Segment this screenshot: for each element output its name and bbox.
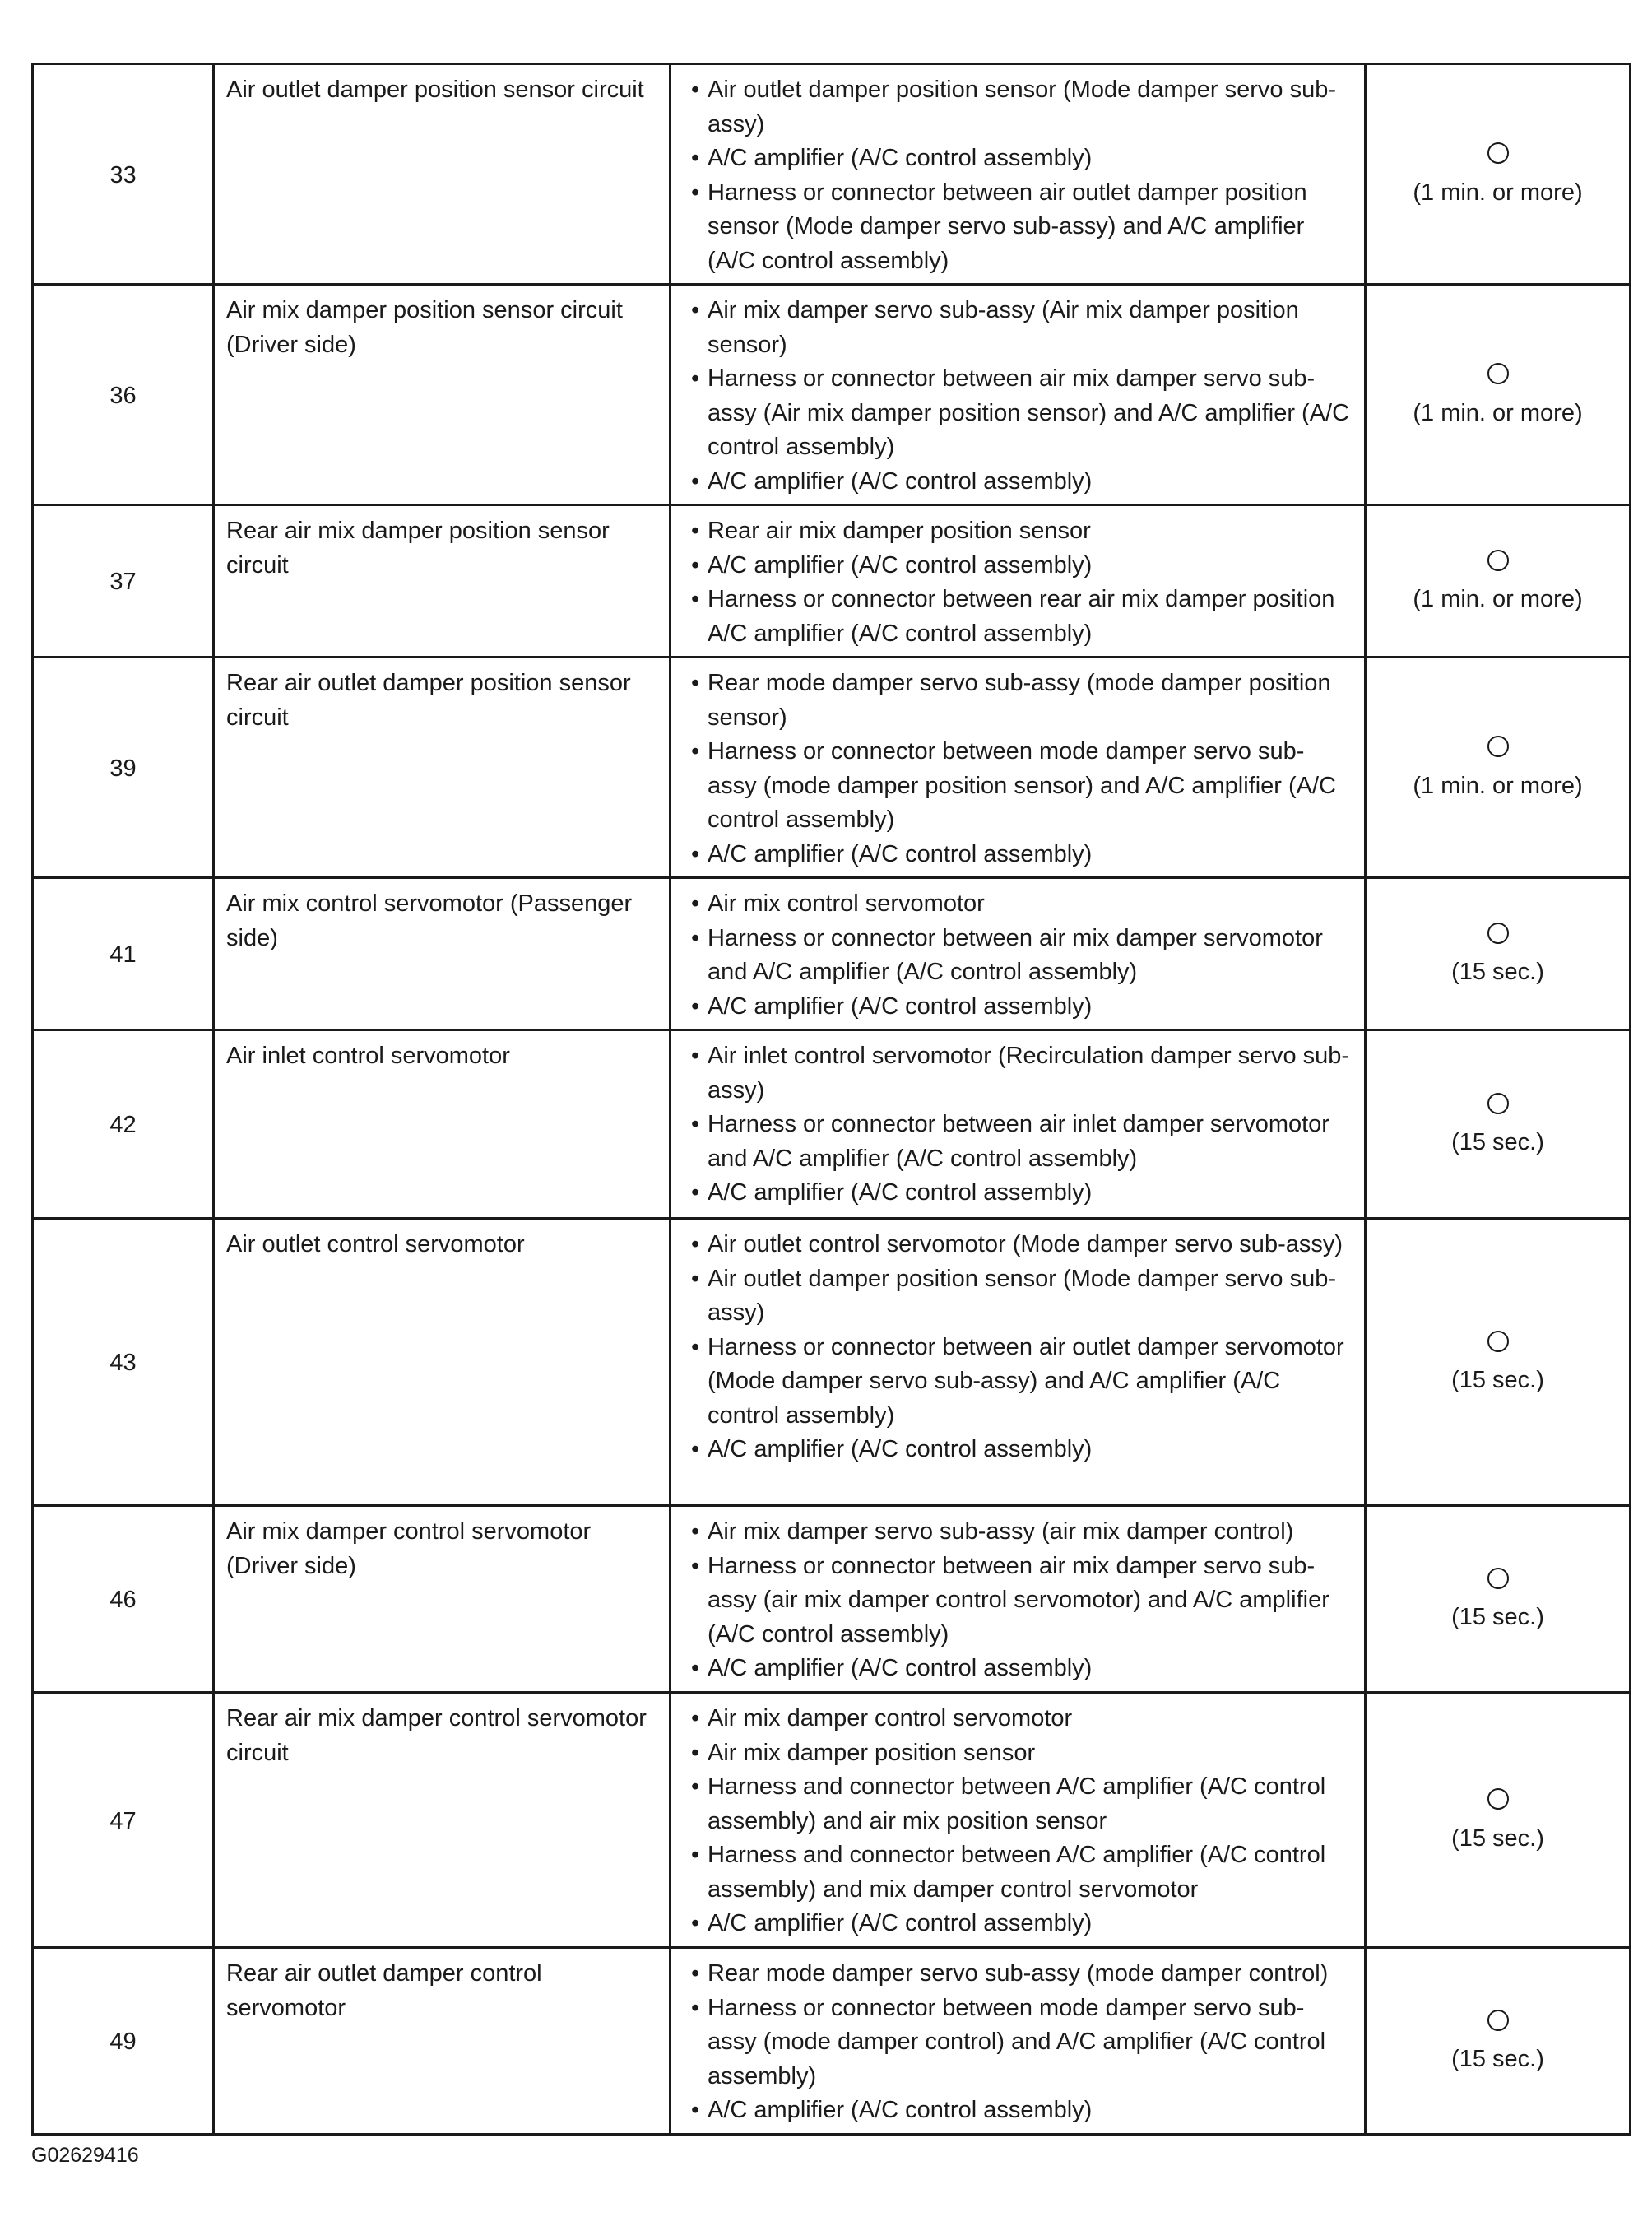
check-cell [1366, 1948, 1631, 2135]
trouble-areas-cell [671, 1030, 1366, 1219]
list-item: • Air mix control servomotor [683, 887, 1353, 922]
list-item: • Rear mode damper servo sub-assy (mode damper control) [683, 1957, 1353, 1992]
trouble-areas-list [683, 1228, 1353, 1467]
table-row [33, 1030, 1631, 1219]
trouble-area-circuit: Air outlet control servomotor [214, 1219, 671, 1506]
table-row [33, 1506, 1631, 1693]
trouble-areas-cell [671, 1948, 1366, 2135]
list-item: • Harness or connector between air mix damper servomotor and A/C amplifier (A/C control assembly) [683, 922, 1353, 990]
trouble-areas-list [683, 1515, 1353, 1686]
check-duration: (15 sec.) [1451, 1604, 1544, 1630]
dtc-code: 39 [33, 658, 214, 878]
list-item: • Harness or connector between air mix damper servo sub-assy (air mix damper control servomotor) and A/C amplifier (A/C control assembly) [683, 1550, 1353, 1652]
circle-icon [1487, 2010, 1509, 2031]
table-row [33, 64, 1631, 285]
list-item: • A/C amplifier (A/C control assembly) [683, 1433, 1353, 1467]
table-row [33, 505, 1631, 658]
circle-icon [1487, 550, 1509, 571]
trouble-area-circuit: Air inlet control servomotor [214, 1030, 671, 1219]
check-duration: (1 min. or more) [1413, 179, 1583, 206]
trouble-area-circuit: Air mix damper position sensor circuit (Driver side) [214, 285, 671, 505]
circle-icon [1487, 142, 1509, 164]
check-cell [1366, 1030, 1631, 1219]
circle-icon [1487, 923, 1509, 944]
check-cell [1366, 505, 1631, 658]
list-item: • A/C amplifier (A/C control assembly) [683, 549, 1353, 583]
check-duration: (15 sec.) [1451, 1129, 1544, 1155]
dtc-code: 43 [33, 1219, 214, 1506]
dtc-code: 36 [33, 285, 214, 505]
circle-icon [1487, 1788, 1509, 1810]
check-cell [1366, 1693, 1631, 1948]
table-row [33, 658, 1631, 878]
trouble-area-circuit: Air mix damper control servomotor (Driver side) [214, 1506, 671, 1693]
check-cell [1366, 64, 1631, 285]
trouble-areas-cell [671, 1693, 1366, 1948]
trouble-areas-list [683, 667, 1353, 871]
trouble-areas-cell [671, 1506, 1366, 1693]
trouble-area-circuit: Rear air outlet damper position sensor circuit [214, 658, 671, 878]
list-item: • Air mix damper servo sub-assy (air mix damper control) [683, 1515, 1353, 1550]
list-item: • Harness or connector between air outlet damper position sensor (Mode damper servo sub-assy) and A/C amplifier (A/C control assembly) [683, 176, 1353, 279]
list-item: • A/C amplifier (A/C control assembly) [683, 1907, 1353, 1941]
trouble-area-circuit: Air mix control servomotor (Passenger side) [214, 878, 671, 1030]
trouble-areas-cell [671, 285, 1366, 505]
list-item: • A/C amplifier (A/C control assembly) [683, 990, 1353, 1025]
dtc-code: 37 [33, 505, 214, 658]
trouble-areas-list [683, 1957, 1353, 2128]
list-item: • Air mix damper position sensor [683, 1736, 1353, 1771]
check-duration: (15 sec.) [1451, 2046, 1544, 2072]
trouble-area-circuit: Air outlet damper position sensor circuit [214, 64, 671, 285]
list-item: • Harness or connector between air outlet damper servomotor (Mode damper servo sub-assy) and A/C amplifier (A/C control assembly) [683, 1331, 1353, 1434]
list-item: • Air mix damper control servomotor [683, 1702, 1353, 1736]
circle-icon [1487, 1568, 1509, 1589]
check-cell [1366, 1506, 1631, 1693]
check-duration: (15 sec.) [1451, 959, 1544, 985]
check-duration: (15 sec.) [1451, 1824, 1544, 1852]
circle-icon [1487, 1093, 1509, 1114]
list-item: • Harness and connector between A/C amplifier (A/C control assembly) and air mix position sensor [683, 1770, 1353, 1838]
list-item: • Harness or connector between air mix damper servo sub-assy (Air mix damper position sensor) and A/C amplifier (A/C control assembly) [683, 362, 1353, 465]
circle-icon [1487, 1331, 1509, 1352]
list-item: • A/C amplifier (A/C control assembly) [683, 1652, 1353, 1686]
table-row [33, 1693, 1631, 1948]
circle-icon [1487, 363, 1509, 384]
dtc-table [31, 63, 1631, 2136]
list-item: • Harness and connector between A/C amplifier (A/C control assembly) and mix damper control servomotor [683, 1838, 1353, 1907]
circle-icon [1487, 736, 1509, 757]
list-item: • Harness or connector between rear air mix damper position A/C amplifier (A/C control assembly) [683, 583, 1353, 651]
trouble-areas-list [683, 514, 1353, 651]
dtc-code: 46 [33, 1506, 214, 1693]
list-item: • Air outlet damper position sensor (Mode damper servo sub-assy) [683, 1262, 1353, 1331]
trouble-area-circuit: Rear air mix damper control servomotor circuit [214, 1693, 671, 1948]
trouble-areas-cell [671, 505, 1366, 658]
check-duration: (1 min. or more) [1413, 586, 1583, 612]
list-item: • A/C amplifier (A/C control assembly) [683, 1176, 1353, 1211]
list-item: • Harness or connector between air inlet damper servomotor and A/C amplifier (A/C control assembly) [683, 1108, 1353, 1176]
trouble-areas-cell [671, 64, 1366, 285]
dtc-code: 41 [33, 878, 214, 1030]
dtc-code: 42 [33, 1030, 214, 1219]
trouble-area-circuit: Rear air outlet damper control servomotor [214, 1948, 671, 2135]
check-duration: (1 min. or more) [1413, 399, 1583, 426]
dtc-code: 47 [33, 1693, 214, 1948]
trouble-areas-cell [671, 878, 1366, 1030]
list-item: • Air inlet control servomotor (Recirculation damper servo sub-assy) [683, 1039, 1353, 1108]
trouble-areas-list [683, 73, 1353, 278]
list-item: • A/C amplifier (A/C control assembly) [683, 838, 1353, 872]
check-cell [1366, 878, 1631, 1030]
dtc-code: 33 [33, 64, 214, 285]
dtc-code: 49 [33, 1948, 214, 2135]
trouble-areas-list [683, 1039, 1353, 1211]
table-row [33, 1948, 1631, 2135]
check-cell [1366, 658, 1631, 878]
trouble-areas-cell [671, 1219, 1366, 1506]
list-item: • Air mix damper servo sub-assy (Air mix damper position sensor) [683, 294, 1353, 362]
list-item: • Rear mode damper servo sub-assy (mode damper position sensor) [683, 667, 1353, 735]
trouble-areas-list [683, 294, 1353, 499]
list-item: • Harness or connector between mode damper servo sub-assy (mode damper position sensor) and A/C amplifier (A/C control assembly) [683, 735, 1353, 838]
list-item: • Air outlet damper position sensor (Mode damper servo sub-assy) [683, 73, 1353, 142]
list-item: • Rear air mix damper position sensor [683, 514, 1353, 549]
trouble-areas-list [683, 1702, 1353, 1941]
table-row [33, 285, 1631, 505]
list-item: • Harness or connector between mode damper servo sub-assy (mode damper control) and A/C amplifier (A/C control assembly) [683, 1992, 1353, 2094]
trouble-areas-cell [671, 658, 1366, 878]
check-cell [1366, 1219, 1631, 1506]
list-item: • Air outlet control servomotor (Mode damper servo sub-assy) [683, 1228, 1353, 1262]
check-duration: (1 min. or more) [1413, 772, 1583, 799]
table-row [33, 1219, 1631, 1506]
list-item: • A/C amplifier (A/C control assembly) [683, 465, 1353, 500]
list-item: • A/C amplifier (A/C control assembly) [683, 142, 1353, 176]
trouble-area-circuit: Rear air mix damper position sensor circuit [214, 505, 671, 658]
check-cell [1366, 285, 1631, 505]
list-item: • A/C amplifier (A/C control assembly) [683, 2094, 1353, 2128]
check-duration: (15 sec.) [1451, 1367, 1544, 1393]
figure-id: G02629416 [31, 2144, 139, 2167]
table-row [33, 878, 1631, 1030]
trouble-areas-list [683, 887, 1353, 1024]
